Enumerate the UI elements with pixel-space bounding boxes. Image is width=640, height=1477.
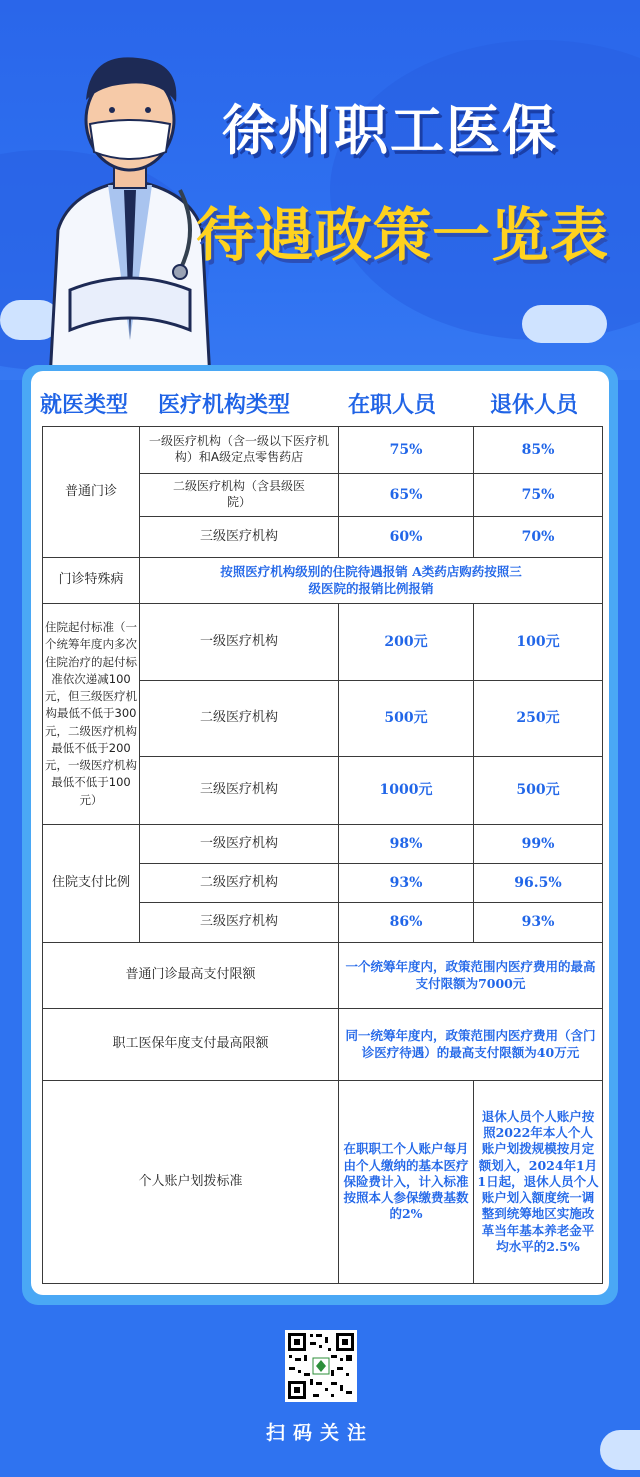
table-row	[43, 558, 603, 604]
table-row	[43, 943, 603, 1009]
account-working-text: 在职职工个人账户每月由个人缴纳的基本医疗保险费计入，计入标准按照本人参保缴费基数的2%	[339, 1081, 474, 1284]
institution-cell: 二级医疗机构	[140, 864, 339, 903]
institution-cell: 一级医疗机构（含一级以下医疗机构）和A级定点零售药店	[140, 427, 339, 474]
working-ratio: 86%	[339, 903, 474, 943]
policy-table	[42, 426, 603, 1284]
table-row	[43, 1081, 603, 1284]
retired-rate: 75%	[474, 474, 603, 517]
retired-threshold: 500元	[474, 757, 603, 825]
table-row	[43, 1009, 603, 1081]
institution-cell: 三级医疗机构	[140, 757, 339, 825]
header-institution-type: 医疗机构类型	[158, 393, 291, 418]
row-label-threshold: 住院起付标准（一个统筹年度内多次住院治疗的起付标准依次递减100元，但三级医疗机构最低不低于300元，二级医疗机构最低不低于200元，一级医疗机构最低不低于100元）	[43, 604, 140, 825]
qr-code[interactable]	[285, 1330, 357, 1402]
retired-ratio: 99%	[474, 825, 603, 864]
annual-max-text: 同一统筹年度内，政策范围内医疗费用（含门诊医疗待遇）的最高支付限额为40万元	[339, 1009, 603, 1081]
row-label-outpatient-max: 普通门诊最高支付限额	[43, 943, 339, 1009]
row-label-account: 个人账户划拨标准	[43, 1081, 339, 1284]
header-visit-type: 就医类型	[40, 393, 129, 418]
working-threshold: 500元	[339, 681, 474, 757]
retired-threshold: 250元	[474, 681, 603, 757]
retired-rate: 85%	[474, 427, 603, 474]
row-label-annual-max: 职工医保年度支付最高限额	[43, 1009, 339, 1081]
header-working: 在职人员	[348, 393, 437, 418]
retired-threshold: 100元	[474, 604, 603, 681]
row-label-outpatient: 普通门诊	[43, 427, 140, 558]
working-rate: 75%	[339, 427, 474, 474]
table-row	[43, 604, 603, 681]
account-retired-text: 退休人员个人账户按照2022年本人个人账户划拨规模按月定额划入，2024年1月1日起，退休人员个人账户划入额度统一调整到统筹地区实施改革当年基本养老金平均水平的2.5%	[474, 1081, 603, 1284]
institution-cell: 三级医疗机构	[140, 517, 339, 558]
working-ratio: 98%	[339, 825, 474, 864]
page-title-line2: 待遇政策一览表	[196, 201, 610, 269]
retired-ratio: 96.5%	[474, 864, 603, 903]
institution-cell: 二级医疗机构	[140, 681, 339, 757]
institution-cell: 二级医疗机构（含县级医院）	[140, 474, 339, 517]
institution-cell: 一级医疗机构	[140, 825, 339, 864]
working-threshold: 200元	[339, 604, 474, 681]
cloud-decor	[522, 305, 607, 343]
institution-cell: 一级医疗机构	[140, 604, 339, 681]
working-threshold: 1000元	[339, 757, 474, 825]
row-label-ratio: 住院支付比例	[43, 825, 140, 943]
special-text: 按照医疗机构级别的住院待遇报销 A类药店购药按照三级医院的报销比例报销	[140, 558, 603, 604]
working-ratio: 93%	[339, 864, 474, 903]
retired-ratio: 93%	[474, 903, 603, 943]
table-row	[43, 825, 603, 864]
working-rate: 65%	[339, 474, 474, 517]
working-rate: 60%	[339, 517, 474, 558]
retired-rate: 70%	[474, 517, 603, 558]
scan-follow-label: 扫码关注	[265, 1422, 374, 1444]
header-retired: 退休人员	[490, 393, 579, 418]
row-label-special: 门诊特殊病	[43, 558, 140, 604]
outpatient-max-text: 一个统筹年度内，政策范围内医疗费用的最高支付限额为7000元	[339, 943, 603, 1009]
page-title-line1: 徐州职工医保	[222, 99, 558, 162]
institution-cell: 三级医疗机构	[140, 903, 339, 943]
table-row	[43, 427, 603, 474]
